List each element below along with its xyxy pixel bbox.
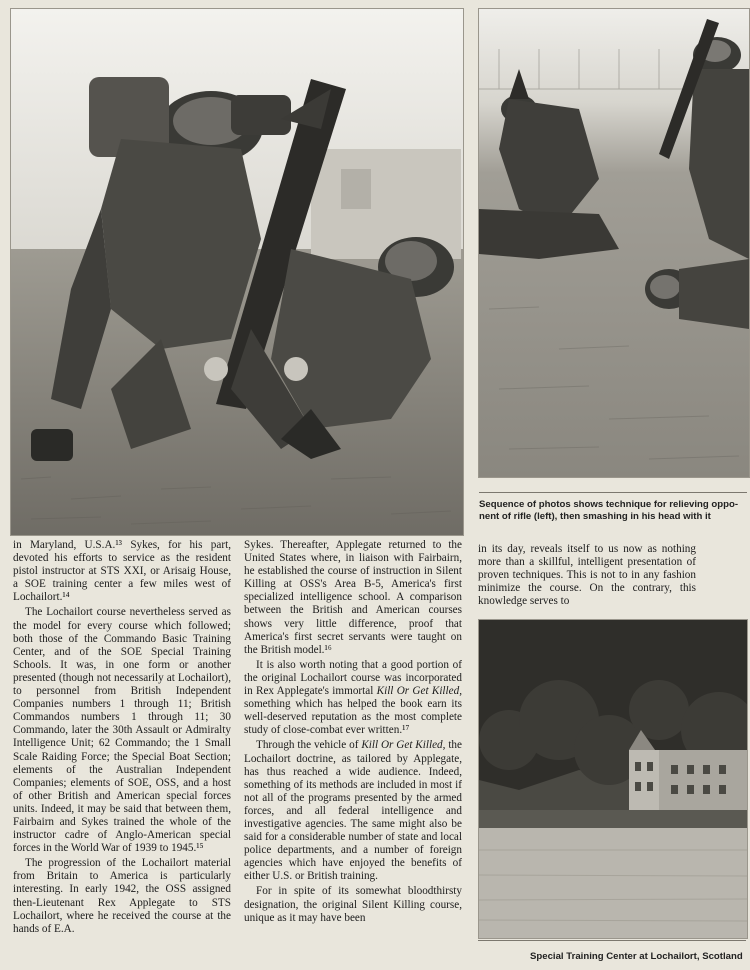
paragraph: The Lochailort course nevertheless served as the model for every course which followed; both those of the Commando Basic Training Center, and of the SOE Special Training Schools. It was, in one form or another presented (though not necessarily at Lochailort), to personnel from British Independent Companies numbers 1 through 11; British Commandos numbers 1 through 11; 30 Commando, later the 30th Assault or Admiralty Intelligence Unit; 62 Commando; the 1 Small Scale Raiding Force; the Special Boat Section; elements of the Australian Independent Companies; elements of SOE, OSS, and a host of other British and American special forces units. Indeed, it may be said that between them, Fairbairn and Sykes trained the whole of the instructor cadre of Anglo-American special forces in the World War of 1939 to 1945.¹⁵: [13, 606, 231, 855]
caption-line: Sequence of photos shows technique for relieving oppo-: [479, 499, 739, 510]
photo-caption-rifle-sequence: [479, 499, 747, 522]
paragraph: [244, 659, 462, 738]
caption-rule: [478, 940, 746, 941]
article-column-3: [478, 543, 696, 608]
photo-rifle-disarm-image: [11, 9, 463, 535]
paragraph: in its day, reveals itself to us now as nothing more than a skillful, intelligent presentation of proven techniques. This is not to in any fashion minimize the course. On the contrary, this knowledge serves to: [478, 543, 696, 608]
photo-combat-sequence: [478, 8, 750, 478]
paragraph: For in spite of its somewhat bloodthirsty designation, the original Silent Killing course, unique as it may have been: [244, 885, 462, 924]
paragraph-text: It is also worth noting that a good portion of the original Lochailort course was incorporated in Rex Applegate's immortal: [244, 658, 462, 698]
paragraph-text: the Lochailort doctrine, as tailored by Applegate, has thus reached a wide audience. Indeed, something of its methods are included in most if not all of the programs presented by the armed forces, and all federal intelligence and investigative agencies. The same might also be said for a considerable number of state and local police departments, and a number of foreign agencies which have enjoyed the benefits of either U.S. or British training.: [244, 739, 462, 883]
photo-rifle-disarm: [10, 8, 464, 536]
book-title: Kill Or Get Killed,: [361, 739, 446, 752]
article-column-1: [13, 539, 231, 936]
paragraph: [244, 739, 462, 883]
caption-rule: [479, 492, 747, 493]
book-title: Kill Or Get Killed,: [376, 685, 463, 698]
caption-line: nent of rifle (left), then smashing in his head with it: [479, 510, 711, 522]
photo-lochailort-house: [478, 619, 748, 939]
paragraph: The progression of the Lochailort material from Britain to America is particularly interesting. In early 1942, the OSS assigned then-Lieutenant Rex Applegate to STS Lochailort, where he received the course at the hands of E.A.: [13, 857, 231, 935]
photo-caption-training-center: Special Training Center at Lochailort, Scotland: [530, 951, 743, 962]
photo-lochailort-house-image: [479, 620, 747, 938]
paragraph: Sykes. Thereafter, Applegate returned to the United States where, in liaison with Fairbairn, he established the course of instruction in Silent Killing at OSS's Area B-5, America's first specialized intelligence school. A comparison between the British and American courses shows very little difference, proof that America's first secret servants were taught on the British model.¹⁶: [244, 539, 462, 656]
paragraph-text: something which has helped the book earn its well-deserved reputation as the most complete study of close-combat ever written.¹⁷: [244, 698, 462, 737]
paragraph: in Maryland, U.S.A.¹³ Sykes, for his part, devoted his efforts to service as the resident pistol instructor at STS XXI, or Arisaig House, a SOE training center a few miles west of Lochailort.¹⁴: [13, 539, 231, 604]
article-column-2: [244, 539, 462, 925]
photo-combat-sequence-image: [479, 9, 749, 477]
paragraph-text: Through the vehicle of: [256, 739, 362, 752]
